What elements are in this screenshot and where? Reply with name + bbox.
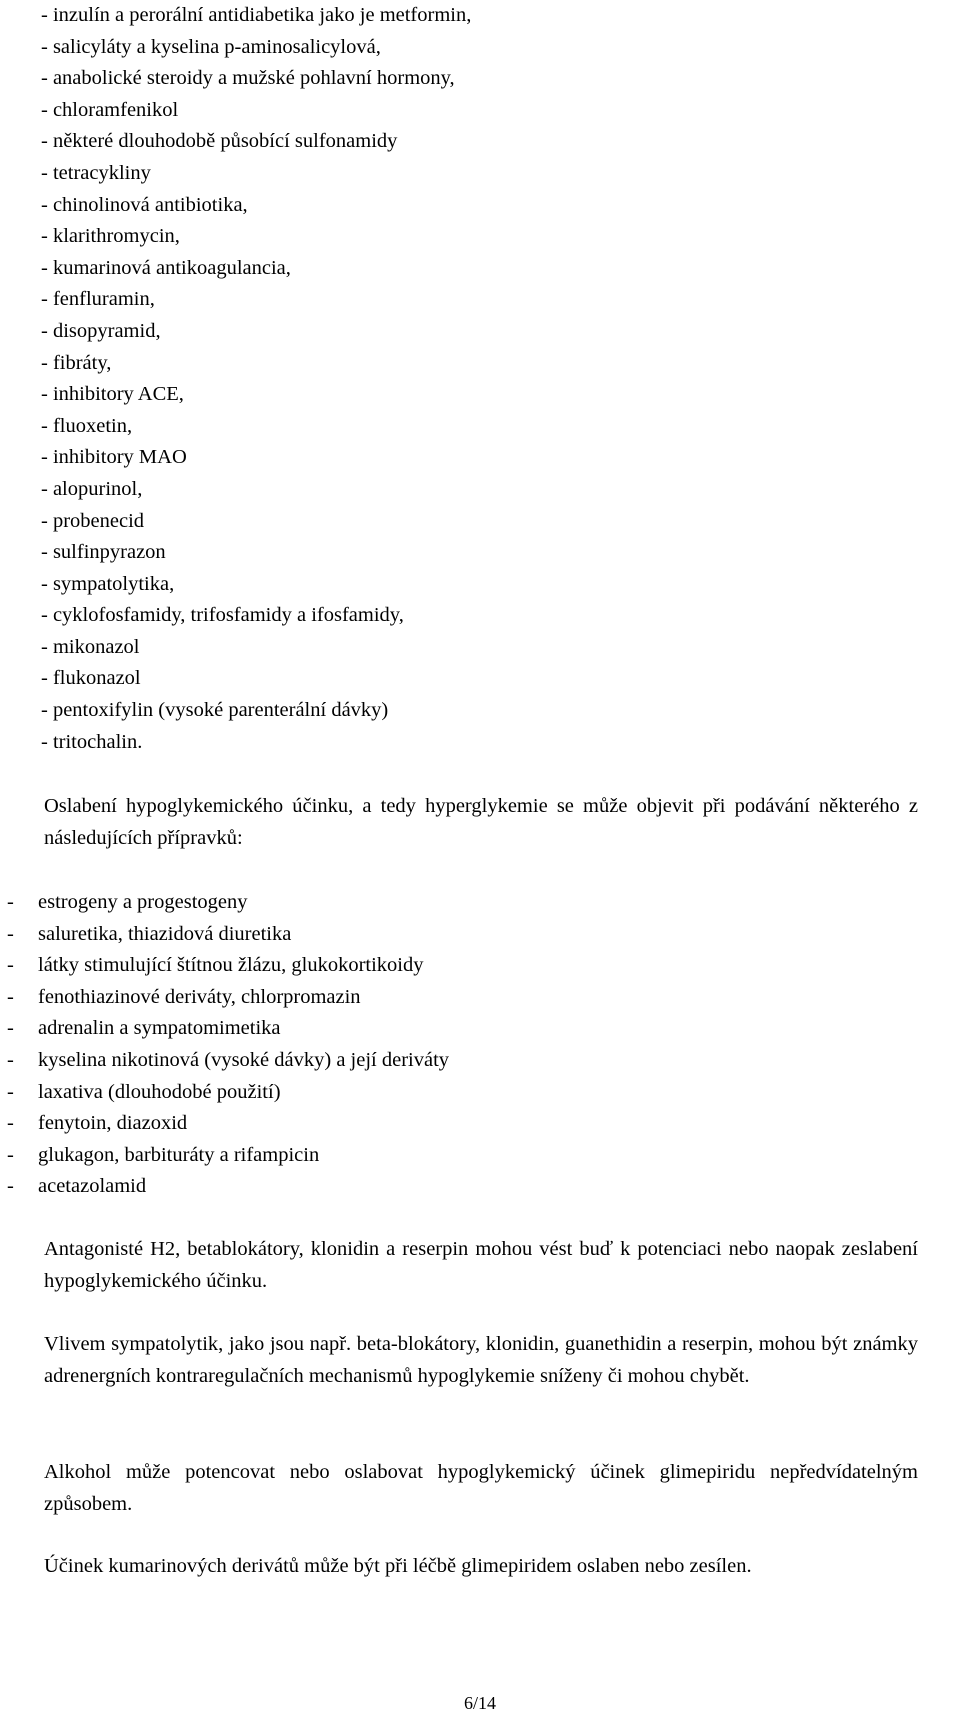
list-item: - flukonazol	[41, 667, 141, 690]
interaction-list-weakening	[0, 887, 900, 1203]
list-item	[0, 1108, 900, 1140]
list-item: - fenfluramin,	[41, 288, 155, 311]
list-item: - sulfinpyrazon	[41, 541, 166, 564]
list-item: - probenecid	[41, 509, 145, 532]
list-item: - mikonazol	[41, 635, 140, 658]
list-item: - klarithromycin,	[41, 225, 180, 248]
list-dash: -	[7, 1048, 14, 1071]
list-dash: -	[7, 1143, 14, 1166]
list-dash: -	[7, 1175, 14, 1198]
list-item: - anabolické steroidy a mužské pohlavní hormony,	[41, 67, 455, 90]
list-item: - pentoxifylin (vysoké parenterální dávky)	[41, 699, 389, 722]
list-item: - disopyramid,	[41, 319, 161, 342]
list-item	[0, 1013, 900, 1045]
list-dash: -	[7, 985, 14, 1008]
list-dash: -	[7, 1017, 14, 1040]
list-item	[0, 919, 900, 951]
list-item: - sympatolytika,	[41, 572, 175, 595]
paragraph-coumarin: Účinek kumarinových derivátů může být při léčbě glimepiridem oslaben nebo zesílen.	[44, 1555, 752, 1577]
list-item: - chloramfenikol	[41, 98, 179, 121]
list-item	[0, 1077, 900, 1109]
list-item: - kumarinová antikoagulancia,	[41, 256, 291, 279]
page-number: 6/14	[463, 1693, 496, 1713]
list-item	[0, 1045, 900, 1077]
list-item-text: estrogeny a progestogeny	[38, 891, 248, 913]
list-item: - inhibitory ACE,	[41, 383, 184, 406]
list-dash: -	[7, 954, 14, 977]
list-item	[0, 1171, 900, 1203]
list-item	[0, 1140, 900, 1172]
list-item	[0, 950, 900, 982]
list-item-text: adrenalin a sympatomimetika	[38, 1017, 281, 1040]
list-item-text: laxativa (dlouhodobé použití)	[38, 1080, 281, 1103]
list-item-text: fenothiazinové deriváty, chlorpromazin	[38, 985, 361, 1008]
list-item: - alopurinol,	[41, 477, 143, 500]
list-item: - tritochalin.	[41, 730, 143, 753]
list-item: - fluoxetin,	[41, 414, 133, 437]
list-dash: -	[7, 1112, 14, 1135]
interaction-list-potentiating	[41, 0, 921, 758]
paragraph-weakening-effect: Oslabení hypoglykemického účinku, a tedy hyperglykemie se může objevit při podávání některého z následujících přípravků:	[44, 795, 918, 849]
list-item-text: kyselina nikotinová (vysoké dávky) a její deriváty	[38, 1048, 450, 1071]
list-item: - salicyláty a kyselina p-aminosalicylová,	[41, 35, 381, 58]
list-dash: -	[7, 891, 14, 913]
list-item-text: saluretika, thiazidová diuretika	[38, 922, 292, 945]
list-dash: -	[7, 922, 14, 945]
list-item: - fibráty,	[41, 351, 112, 374]
list-item: - některé dlouhodobě působící sulfonamidy	[41, 130, 398, 153]
paragraph-sympatolytics: Vlivem sympatolytik, jako jsou např. beta-blokátory, klonidin, guanethidin a reserpin, mohou být známky adrenergních kontraregulačních mechanismů hypoglykemie sníženy či mohou chybět.	[44, 1333, 918, 1387]
list-item-text: acetazolamid	[38, 1175, 147, 1198]
list-item: - chinolinová antibiotika,	[41, 193, 248, 216]
list-item-text: fenytoin, diazoxid	[38, 1112, 188, 1135]
list-item	[0, 887, 900, 919]
list-item: - cyklofosfamidy, trifosfamidy a ifosfamidy,	[41, 604, 404, 627]
paragraph-h2-antagonists: Antagonisté H2, betablokátory, klonidin a reserpin mohou vést buď k potenciaci nebo naopak zeslabení hypoglykemického účinku.	[44, 1238, 918, 1292]
list-item-text: glukagon, barbituráty a rifampicin	[38, 1143, 320, 1166]
list-dash: -	[7, 1080, 14, 1103]
list-item-text: látky stimulující štítnou žlázu, glukokortikoidy	[38, 954, 424, 977]
paragraph-alcohol: Alkohol může potencovat nebo oslabovat hypoglykemický účinek glimepiridu nepředvídatelným způsobem.	[44, 1461, 918, 1515]
list-item: - tetracykliny	[41, 161, 151, 184]
list-item: - inhibitory MAO	[41, 446, 187, 469]
list-item: - inzulín a perorální antidiabetika jako je metformin,	[41, 4, 472, 26]
list-item	[0, 982, 900, 1014]
